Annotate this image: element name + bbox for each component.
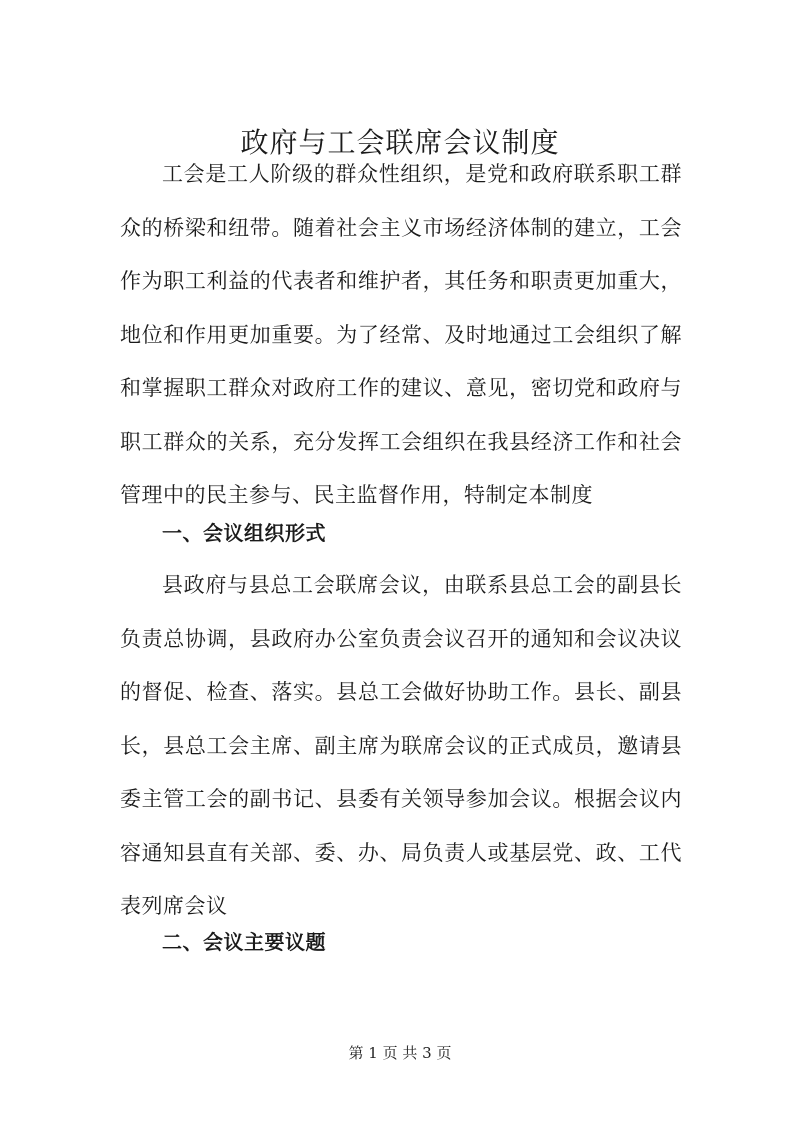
document-title: 政府与工会联席会议制度: [240, 125, 560, 159]
section-heading-organization: 一、会议组织形式: [162, 521, 326, 545]
section-heading-topics: 二、会议主要议题: [162, 930, 326, 954]
organization-paragraph: 县政府与县总工会联席会议，由联系县总工会的副县长负责总协调，县政府办公室负责会议召开的通知和会议决议的督促、检查、落实。县总工会做好协助工作。县长、副县长，县总工会主席、副主席为联席会议的正式成员，邀请县委主管工会的副书记、县委有关领导参加会议。根据会议内容通知县直有关部、委、办、局负责人或基层党、政、工代表列席会议: [120, 573, 682, 918]
intro-paragraph: 工会是工人阶级的群众性组织，是党和政府联系职工群众的桥梁和纽带。随着社会主义市场经济体制的建立，工会作为职工利益的代表者和维护者，其任务和职责更加重大，地位和作用更加重要。为了经常、及时地通过工会组织了解和掌握职工群众对政府工作的建议、意见，密切党和政府与职工群众的关系，充分发挥工会组织在我县经济工作和社会管理中的民主参与、民主监督作用，特制定本制度: [120, 162, 682, 507]
page-footer: 第 1 页 共 3 页: [348, 1044, 452, 1062]
